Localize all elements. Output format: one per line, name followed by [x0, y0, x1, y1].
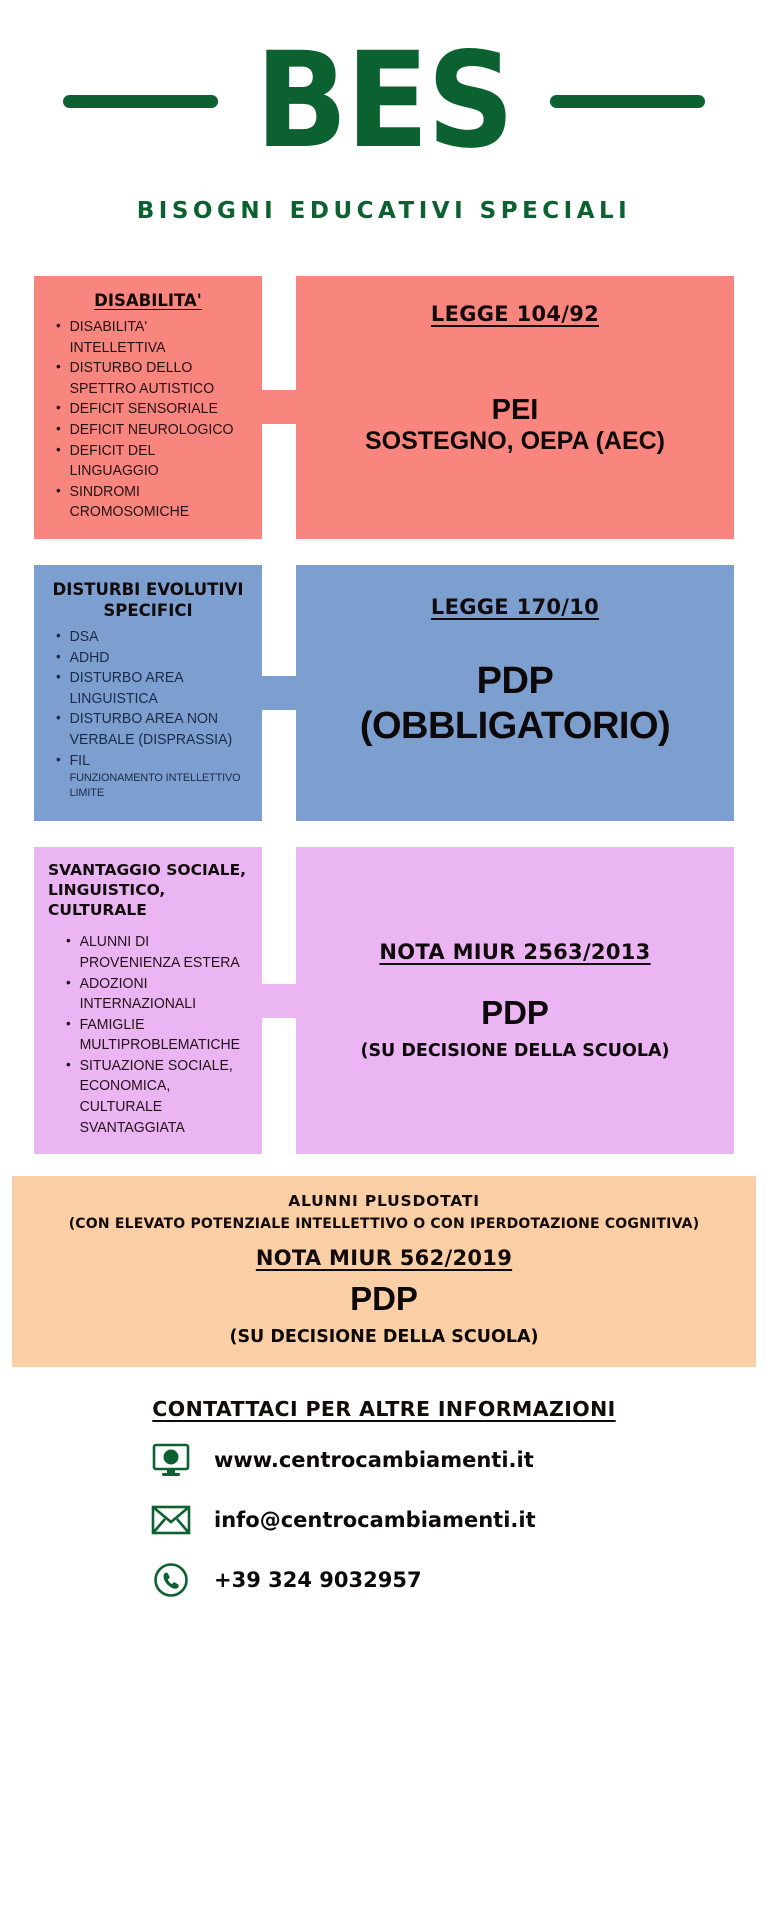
list-item: • DISTURBO DELLO SPETTRO AUTISTICO — [56, 358, 246, 399]
list-item: • DEFICIT SENSORIALE — [56, 399, 246, 420]
left-dash-icon — [63, 95, 218, 108]
list-item: • ADHD — [56, 648, 246, 669]
measure-box-disturbi — [296, 565, 734, 821]
list-item: • ALUNNI DI PROVENIENZA ESTERA — [66, 932, 246, 973]
list-item: • FAMIGLIE MULTIPROBLEMATICHE — [66, 1015, 246, 1056]
contact-list — [0, 1441, 768, 1599]
phone-value: +39 324 9032957 — [214, 1568, 422, 1593]
law-reference: NOTA MIUR 562/2019 — [255, 1246, 513, 1271]
connector-svantaggio — [262, 847, 296, 1154]
title-row — [0, 26, 768, 176]
law-reference: NOTA MIUR 2563/2013 — [379, 940, 651, 965]
list-item-label: FIL — [69, 752, 90, 769]
plan-label: PDP — [350, 1280, 418, 1318]
list-item: • SITUAZIONE SOCIALE, ECONOMICA, CULTURALE SVANTAGGIATA — [66, 1056, 246, 1138]
connector-disabilita — [262, 276, 296, 539]
category-item-list — [56, 627, 252, 801]
gifted-subtitle: (CON ELEVATO POTENZIALE INTELLETTIVO O CON IPERDOTAZIONE COGNITIVA) — [68, 1216, 700, 1233]
page-title: BES — [255, 24, 513, 178]
category-box-svantaggio — [34, 847, 262, 1154]
category-box-disturbi — [34, 565, 262, 821]
category-title: SVANTAGGIO SOCIALE, LINGUISTICO, CULTURALE — [48, 860, 247, 919]
law-reference: LEGGE 170/10 — [430, 594, 600, 619]
plan-detail: (SU DECISIONE DELLA SCUOLA) — [229, 1327, 539, 1348]
list-item: • DEFICIT NEUROLOGICO — [56, 420, 246, 441]
measure-box-disabilita — [296, 276, 734, 539]
contact-row-email[interactable] — [0, 1501, 768, 1539]
website-value: www.centrocambiamenti.it — [214, 1448, 534, 1473]
plan-detail: (SU DECISIONE DELLA SCUOLA) — [360, 1040, 670, 1061]
contact-row-website[interactable] — [0, 1441, 768, 1479]
list-item: • ADOZIONI INTERNAZIONALI — [66, 974, 246, 1015]
measure-box-svantaggio — [296, 847, 734, 1154]
footer — [0, 1397, 768, 1599]
category-title: DISTURBI EVOLUTIVI SPECIFICI — [52, 579, 244, 620]
plan-label: PDP — [481, 994, 549, 1032]
category-title: DISABILITA' — [94, 291, 202, 310]
plan-label: PDP — [476, 660, 554, 703]
category-item-list — [66, 932, 252, 1138]
category-box-disabilita — [34, 276, 262, 539]
plan-label: PEI — [491, 393, 539, 426]
monitor-icon — [150, 1441, 192, 1479]
law-reference: LEGGE 104/92 — [430, 302, 600, 326]
list-item: • DEFICIT DEL LINGUAGGIO — [56, 441, 246, 482]
contact-heading: CONTATTACI PER ALTRE INFORMAZIONI — [152, 1397, 616, 1422]
right-dash-icon — [550, 95, 705, 108]
connector-disturbi — [262, 565, 296, 821]
list-item-sublabel: FUNZIONAMENTO INTELLETTIVO LIMITE — [69, 772, 241, 800]
list-item — [56, 751, 246, 802]
phone-icon — [150, 1561, 192, 1599]
section-row-disabilita — [34, 276, 734, 539]
email-value: info@centrocambiamenti.it — [214, 1508, 536, 1533]
page-subtitle: BISOGNI EDUCATIVI SPECIALI — [136, 198, 632, 224]
category-item-list — [56, 317, 252, 523]
list-item: • DISTURBO AREA NON VERBALE (DISPRASSIA) — [56, 709, 246, 750]
gifted-title: ALUNNI PLUSDOTATI — [288, 1192, 480, 1211]
section-row-svantaggio — [34, 847, 734, 1154]
gifted-students-box — [12, 1176, 756, 1367]
plan-detail: SOSTEGNO, OEPA (AEC) — [364, 426, 666, 455]
contact-row-phone[interactable] — [0, 1561, 768, 1599]
header — [0, 0, 768, 224]
list-item: • DISTURBO AREA LINGUISTICA — [56, 668, 246, 709]
list-item: • DISABILITA' INTELLETTIVA — [56, 317, 246, 358]
section-row-disturbi — [34, 565, 734, 821]
plan-detail: (OBBLIGATORIO) — [359, 704, 671, 747]
envelope-icon — [150, 1501, 192, 1539]
list-item: • DSA — [56, 627, 246, 648]
list-item: • SINDROMI CROMOSOMICHE — [56, 482, 246, 523]
